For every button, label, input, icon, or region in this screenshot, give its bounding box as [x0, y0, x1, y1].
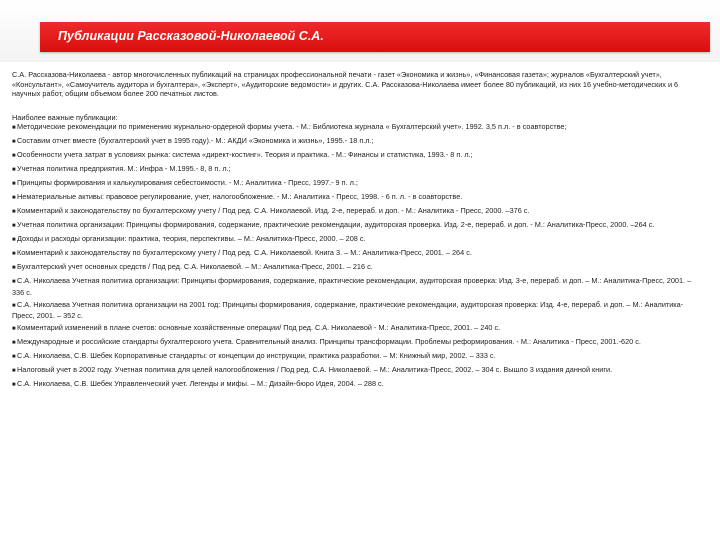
- square-bullet-icon: ■: [12, 195, 16, 202]
- publication-item: [12, 323, 702, 335]
- square-bullet-icon: ■: [12, 237, 16, 244]
- square-bullet-icon: ■: [12, 326, 16, 333]
- publication-item: [12, 262, 702, 274]
- square-bullet-icon: ■: [12, 265, 16, 272]
- square-bullet-icon: ■: [12, 139, 16, 146]
- publication-text: Комментарий к законодательству по бухгалтерскому учету / Под ред. С.А. Николаевой. Изд. 2-е, перераб. и доп. - М.: Аналитика - Пресс, 2000. –376 с.: [17, 206, 530, 216]
- publication-item: [12, 365, 702, 377]
- publication-item: [12, 220, 702, 232]
- publication-item: [12, 178, 702, 190]
- square-bullet-icon: ■: [12, 340, 16, 347]
- square-bullet-icon: ■: [12, 209, 16, 216]
- publication-text: Учетная политика предприятия. М.: Инфра - М.1995.- 8, 8 п. л.;: [17, 164, 231, 174]
- publication-text: С.А. Николаева, С.В. Шебек Управленческий учет. Легенды и мифы. – М.: Дизайн-бюро Идея, 2004. – 288 с.: [17, 379, 384, 389]
- square-bullet-icon: ■: [12, 354, 16, 361]
- title-bar: [40, 22, 710, 52]
- intro-paragraph: С.А. Рассказова-Николаева - автор многочисленных публикаций на страницах профессиональной печати - газет «Экономика и жизнь», «Финансовая газета»; журналов «Бухгалтерский учет», «Консультант», «Самоучитель аудитора и бухгалтера», «Эксперт», «Аудиторские ведомости» и других. С.А. Рассказова-Николаева имеет более 80 публикаций, из них 16 учебно-методических и 6 научных работ, общим объемом более 200 печатных листов.: [12, 70, 679, 99]
- publication-item: [12, 300, 702, 321]
- publication-item: [12, 164, 702, 176]
- publication-text: Нематериальные активы: правовое регулирование, учет, налогообложение. - М.: Аналитика - Пресс, 1998. - 6 п. л. - в соавторстве.: [17, 192, 463, 202]
- square-bullet-icon: ■: [12, 167, 16, 174]
- publication-text: Налоговый учет в 2002 году. Учетная политика для целей налогообложения / Под ред. С.А. Николаевой. – М.: Аналитика-Пресс, 2002. – 304 с. Вышло 3 издания данной книги.: [17, 365, 613, 375]
- square-bullet-icon: ■: [12, 279, 16, 286]
- publication-text: Методические рекомендации по применению журнально-ордерной формы учета. - М.: Библиотека журнала « Бухгалтерский учет». 1992. 3,5 п.л. - в соавторстве;: [17, 122, 567, 132]
- publication-item: [12, 192, 702, 204]
- publication-text: Комментарий к законодательству по бухгалтерскому учету / Под ред. С.А. Николаевой. Книга 3. – М.: Аналитика-Пресс, 2001. – 264 с.: [17, 248, 472, 258]
- square-bullet-icon: ■: [12, 302, 16, 309]
- content-area: [12, 70, 702, 393]
- publication-item: [12, 150, 702, 162]
- square-bullet-icon: ■: [12, 251, 16, 258]
- square-bullet-icon: ■: [12, 153, 16, 160]
- publication-item: [12, 248, 702, 260]
- square-bullet-icon: ■: [12, 125, 16, 132]
- publication-text: Международные и российские стандарты бухгалтерского учета. Сравнительный анализ. Принципы трансформации. Проблемы реформирования. - М.: Аналитика - Пресс, 2001.-620 с.: [17, 337, 641, 347]
- publication-item: [12, 206, 702, 218]
- list-heading: Наиболее важные публикации:: [12, 112, 118, 122]
- square-bullet-icon: ■: [12, 181, 16, 188]
- publication-item: [12, 234, 702, 246]
- publication-text: Принципы формирования и калькулирования себестоимости. - М.: Аналитика - Пресс, 1997.- 9 п. л.;: [17, 178, 358, 188]
- publication-text: Особенности учета затрат в условиях рынка: система «директ-костинг». Теория и практика. - М.: Финансы и статистика, 1993.- 8 п. л.;: [17, 150, 473, 160]
- publication-text: Бухгалтерский учет основных средств / Под ред. С.А. Николаевой. – М.: Аналитика-Пресс, 2001. – 216 с.: [17, 262, 373, 272]
- publication-text: С.А. Николаева Учетная политика организации на 2001 год: Принципы формирования, содержание, практические рекомендации, аудиторская проверка: Изд. 4-е, перераб. и доп. – М.: Аналитика-Пресс, 2001. – 352 с.: [12, 299, 684, 321]
- publication-text: С.А. Николаева, С.В. Шебек Корпоративные стандарты: от концепции до инструкции, практика разработки. – М: Книжный мир, 2002. – 333 с.: [17, 351, 496, 361]
- publication-item: [12, 136, 702, 148]
- publication-item: [12, 122, 702, 134]
- square-bullet-icon: ■: [12, 382, 16, 389]
- publication-text: Учетная политика организации: Принципы формирования, содержание, практические рекомендации, аудиторская проверка. Изд. 2-е, перераб. и доп. - М.: Аналитика-Пресс, 2000. –264 с.: [17, 220, 655, 230]
- publication-item: [12, 351, 702, 363]
- square-bullet-icon: ■: [12, 368, 16, 375]
- publication-item: [12, 379, 702, 391]
- publication-text: Комментарий изменений в плане счетов: основные хозяйственные операции/ Под ред. С.А. Николаевой - М.: Аналитика-Пресс, 2001. – 240 с.: [17, 323, 501, 333]
- publication-item: [12, 276, 702, 297]
- publication-text: С.А. Николаева Учетная политика организации: Принципы формирования, содержание, практические рекомендации, аудиторская проверка: Изд. 3-е, перераб. и доп. – М.: Аналитика-Пресс, 2001. – 336 с.: [12, 276, 692, 297]
- page-title: Публикации Рассказовой-Николаевой С.А.: [58, 29, 324, 43]
- slide-header: [0, 0, 720, 62]
- square-bullet-icon: ■: [12, 223, 16, 230]
- publication-text: Составим отчет вместе (бухгалтерский учет в 1995 году).- М.: АКДИ «Экономика и жизнь», 1995.- 18 п.л.;: [17, 136, 374, 146]
- publication-list: [12, 122, 702, 391]
- publication-text: Доходы и расходы организации: практика, теория, перспективы. – М.: Аналитика-Пресс, 2000. – 208 с.: [17, 234, 366, 244]
- publication-item: [12, 337, 702, 349]
